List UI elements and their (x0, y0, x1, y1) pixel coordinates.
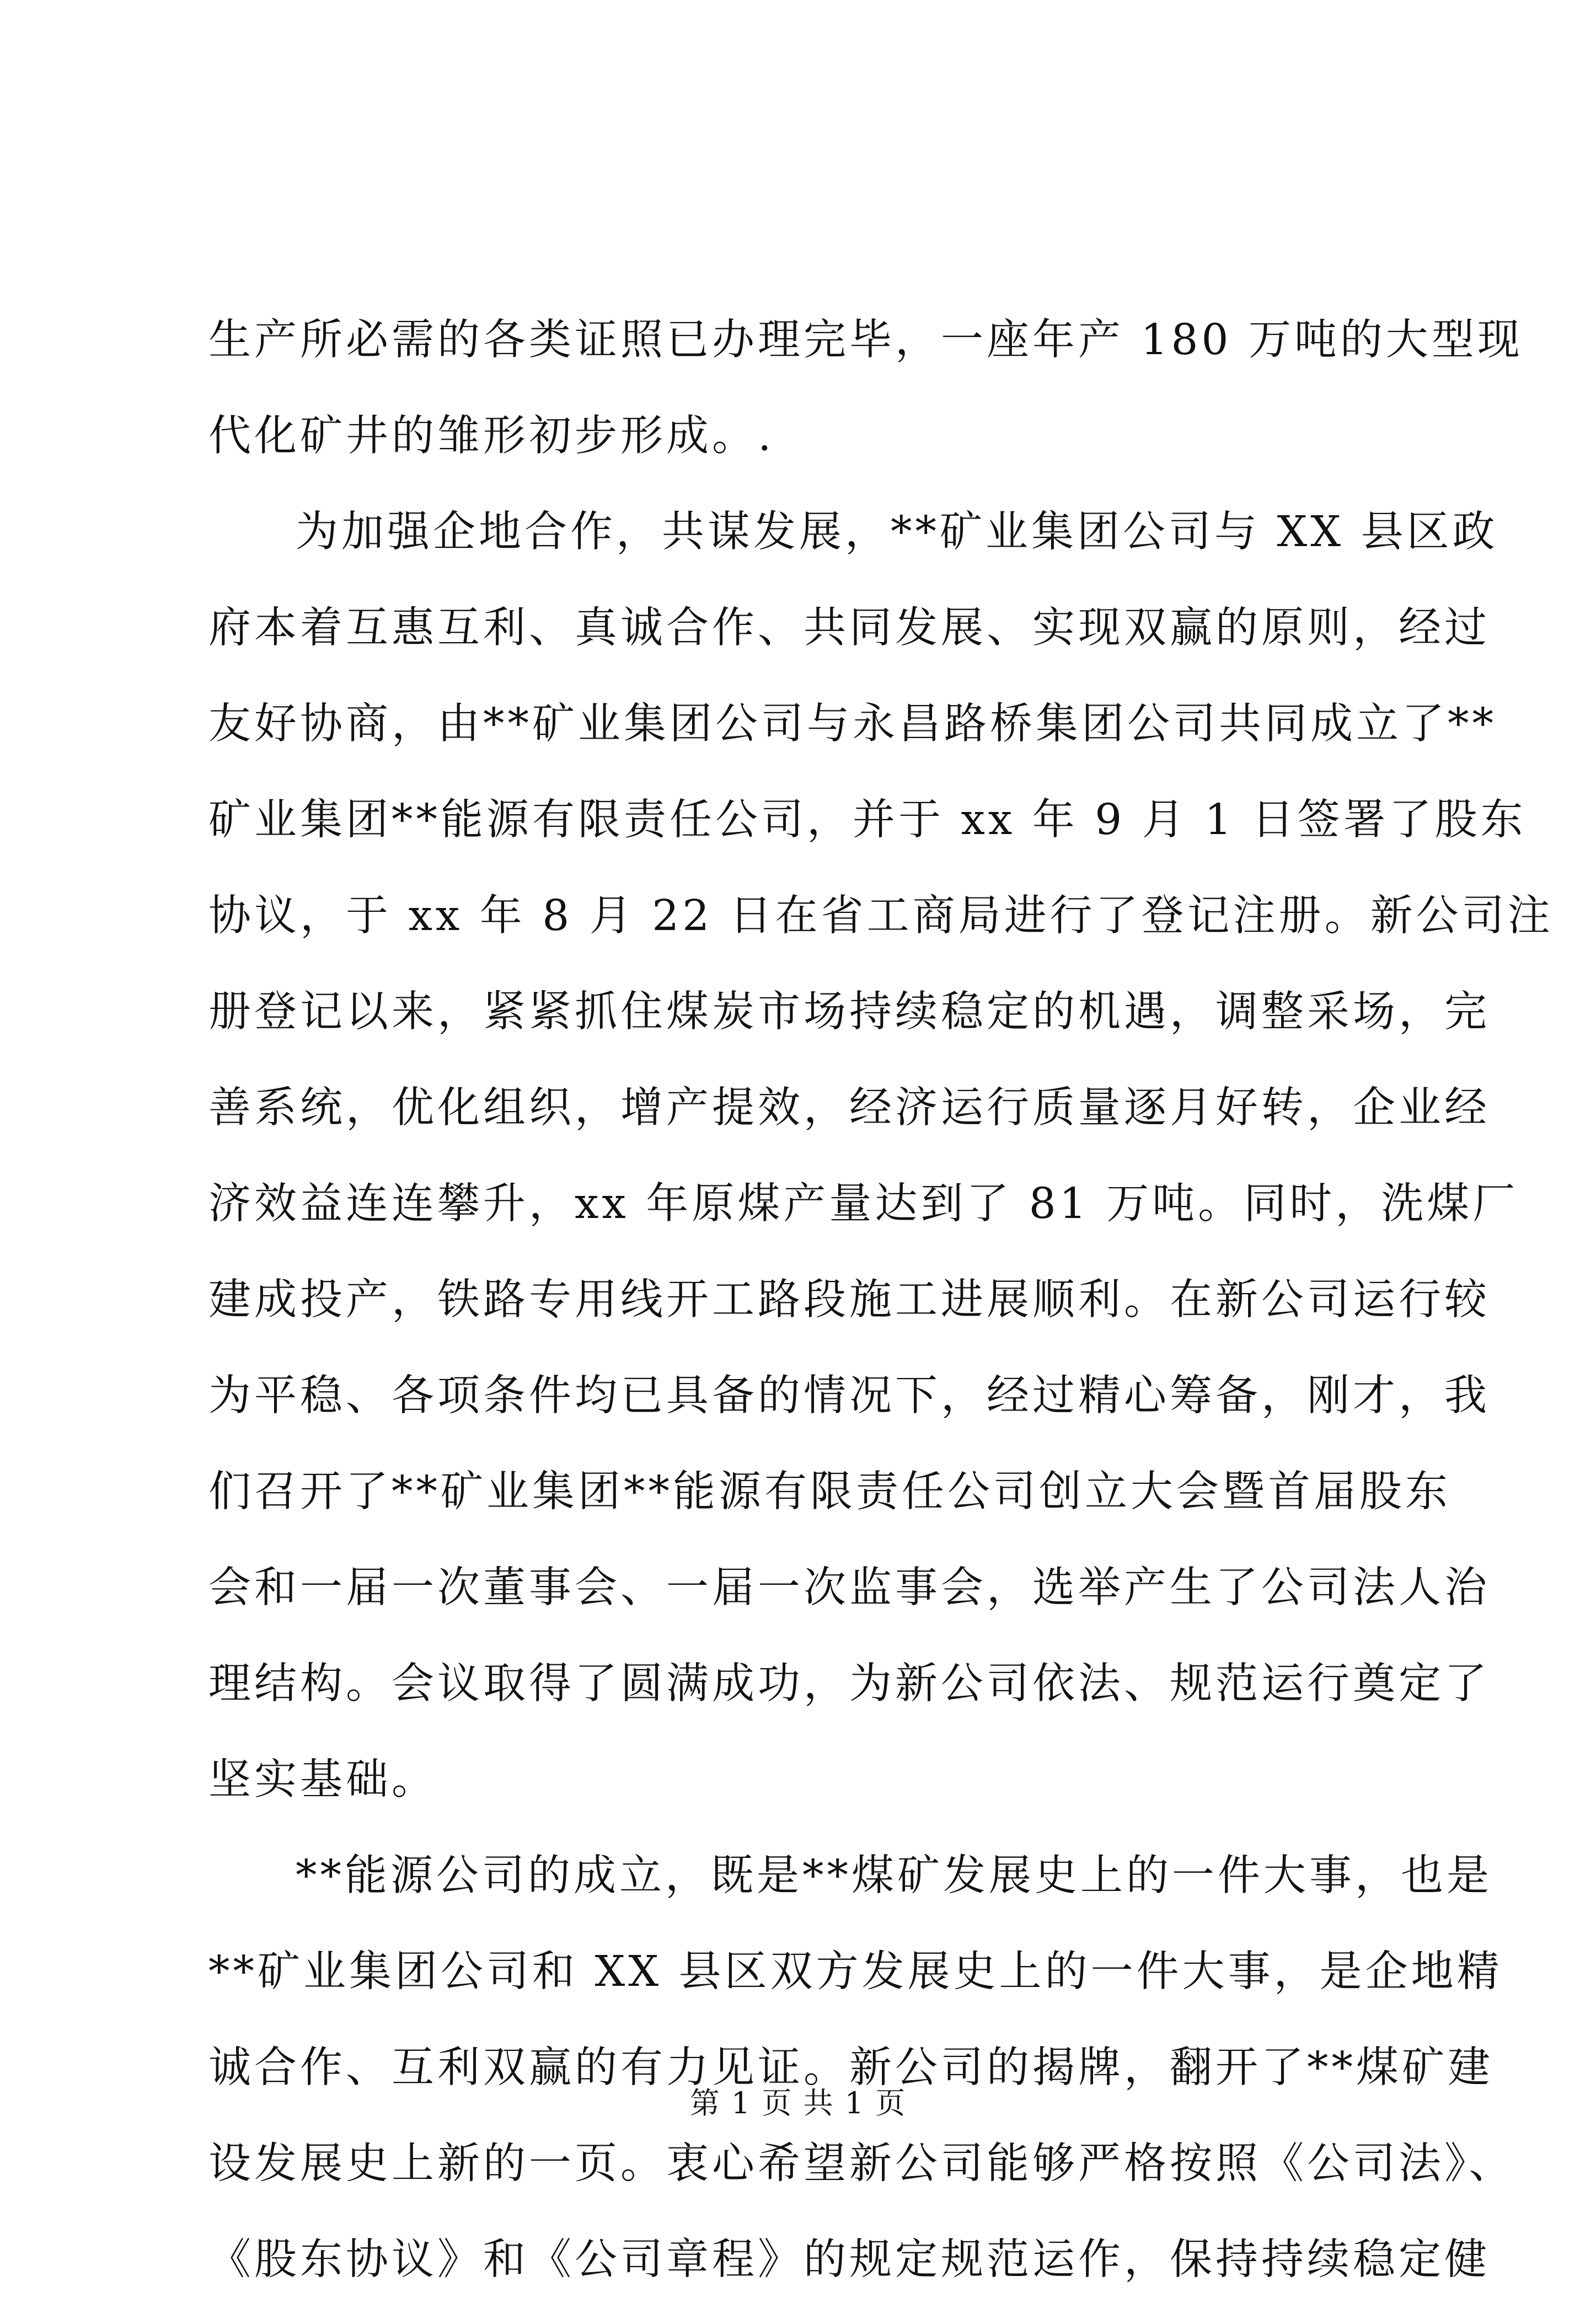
text-line: 建成投产，铁路专用线开工路段施工进展顺利。在新公司运行较 (208, 1275, 1490, 1324)
text-line: 坚实基础。 (208, 1755, 437, 1804)
text-line: 《股东协议》和《公司章程》的规定规范运作，保持持续稳定健 (208, 2235, 1490, 2284)
text-line: 友好协商，由**矿业集团公司与永昌路桥集团公司共同成立了** (208, 699, 1497, 749)
text-line: 济效益连连攀升，xx 年原煤产量达到了 81 万吨。同时，洗煤厂 (208, 1179, 1519, 1228)
text-line: 册登记以来，紧紧抓住煤炭市场持续稳定的机遇，调整采场，完 (208, 987, 1490, 1037)
text-line: 设发展史上新的一页。衷心希望新公司能够严格按照《公司法》、 (208, 2139, 1515, 2188)
text-line: 为平稳、各项条件均已具备的情况下，经过精心筹备，刚才，我 (208, 1371, 1490, 1420)
paragraph-2 (208, 484, 1554, 1828)
page-footer: 第 1 页 共 1 页 (689, 2086, 907, 2120)
text-line: 们召开了**矿业集团**能源有限责任公司创立大会暨首届股东 (208, 1467, 1451, 1516)
text-line: 诚合作、互利双赢的有力见证。新公司的揭牌，翻开了**煤矿建 (208, 2043, 1493, 2092)
document-body (208, 292, 1554, 2308)
text-line: 矿业集团**能源有限责任公司，并于 xx 年 9 月 1 日签署了股东 (208, 795, 1527, 845)
paragraph-3 (208, 1828, 1515, 2308)
text-line: 协议，于 xx 年 8 月 22 日在省工商局进行了登记注册。新公司注 (208, 891, 1554, 941)
text-line: 代化矿井的雏形初步形成。. (208, 412, 775, 461)
text-line: 府本着互惠互利、真诚合作、共同发展、实现双赢的原则，经过 (208, 603, 1490, 653)
paragraph-1 (208, 292, 1523, 484)
text-line: **矿业集团公司和 XX 县区双方发展史上的一件大事，是企地精 (208, 1947, 1503, 1996)
text-line: **能源公司的成立，既是**煤矿发展史上的一件大事，也是 (296, 1851, 1492, 1900)
text-line: 会和一届一次董事会、一届一次监事会，选举产生了公司法人治 (208, 1563, 1490, 1612)
text-line: 理结构。会议取得了圆满成功，为新公司依法、规范运行奠定了 (208, 1659, 1490, 1708)
text-line: 为加强企地合作，共谋发展，**矿业集团公司与 XX 县区政 (296, 507, 1498, 557)
text-line: 生产所必需的各类证照已办理完毕，一座年产 180 万吨的大型现 (208, 316, 1523, 365)
text-line: 善系统，优化组织，增产提效，经济运行质量逐月好转，企业经 (208, 1083, 1490, 1132)
